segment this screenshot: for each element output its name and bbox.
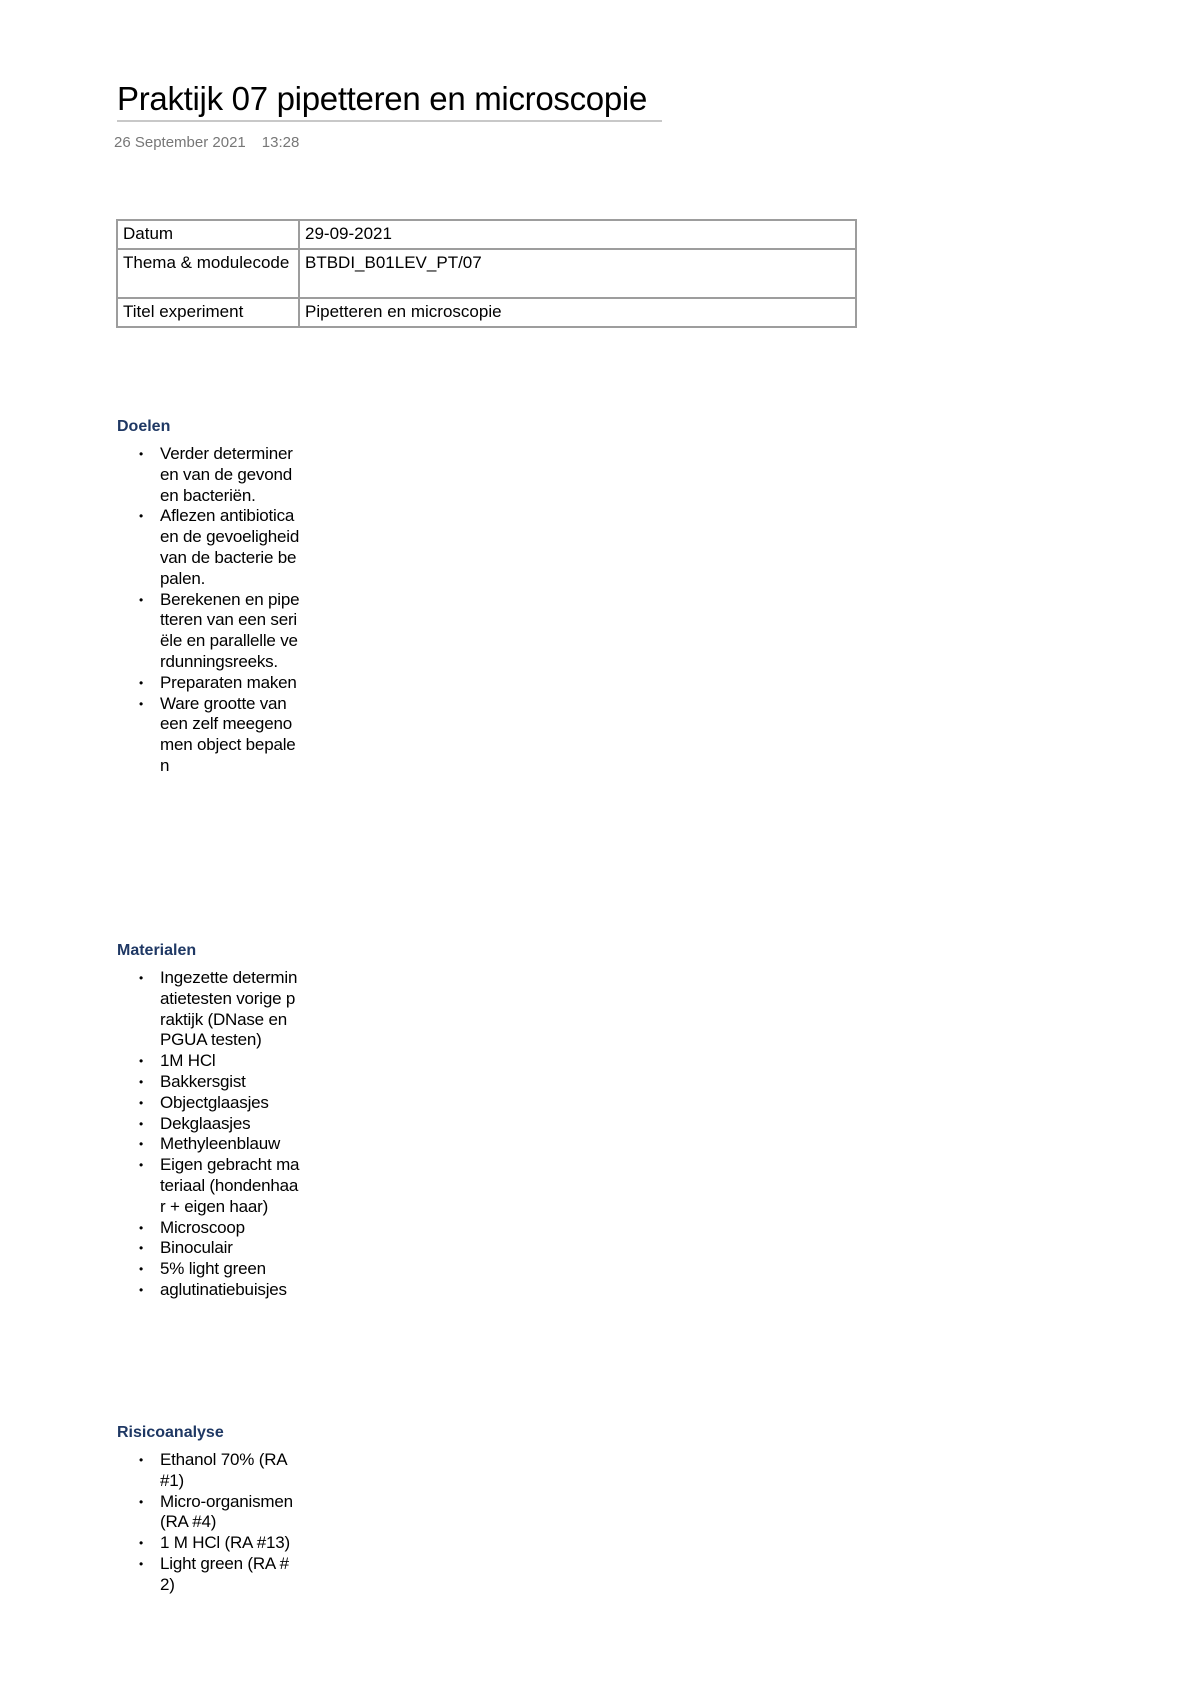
list-item: • Light green (RA #2) bbox=[136, 1554, 300, 1596]
materialen-heading: Materialen bbox=[117, 942, 197, 959]
table-value-cell: 29-09-2021 bbox=[299, 220, 856, 249]
list-item: • Objectglaasjes bbox=[136, 1093, 300, 1114]
list-item: • Methyleenblauw bbox=[136, 1134, 300, 1155]
table-key-cell: Datum bbox=[117, 220, 299, 249]
page-date: 26 September 2021 bbox=[114, 134, 246, 151]
list-item: • Preparaten maken bbox=[136, 673, 300, 694]
list-item: • Micro-organismen (RA #4) bbox=[136, 1492, 300, 1534]
list-item: • Ware grootte van een zelf meegenomen object bepalen bbox=[136, 694, 300, 777]
table-key-cell: Thema & modulecode bbox=[117, 249, 299, 298]
list-item: • 5% light green bbox=[136, 1259, 300, 1280]
page-title: Praktijk 07 pipetteren en microscopie bbox=[117, 80, 648, 117]
list-item: • Ingezette determinatietesten vorige praktijk (DNase en PGUA testen) bbox=[136, 968, 300, 1051]
list-item: • Microscoop bbox=[136, 1218, 300, 1239]
list-item: • Binoculair bbox=[136, 1238, 300, 1259]
list-item: • Berekenen en pipetteren van een seriële en parallelle verdunningsreeks. bbox=[136, 590, 300, 673]
table-value-cell: BTBDI_B01LEV_PT/07 bbox=[299, 249, 856, 298]
page-timestamp bbox=[114, 134, 299, 151]
list-item: • 1M HCl bbox=[136, 1051, 300, 1072]
list-item: • 1 M HCl (RA #13) bbox=[136, 1533, 300, 1554]
page-time: 13:28 bbox=[261, 134, 300, 151]
table-row bbox=[117, 249, 856, 298]
table-key-cell: Titel experiment bbox=[117, 298, 299, 327]
list-item: • Verder determineren van de gevonden bacteriën. bbox=[136, 444, 300, 506]
risicoanalyse-list bbox=[136, 1450, 300, 1596]
doelen-heading: Doelen bbox=[117, 418, 171, 435]
table-row bbox=[117, 298, 856, 327]
list-item: • Bakkersgist bbox=[136, 1072, 300, 1093]
list-item: • Aflezen antibiotica en de gevoeligheid van de bacterie bepalen. bbox=[136, 506, 300, 589]
doelen-list bbox=[136, 444, 300, 777]
materialen-list bbox=[136, 968, 300, 1301]
risicoanalyse-heading: Risicoanalyse bbox=[117, 1424, 224, 1441]
table-value-cell: Pipetteren en microscopie bbox=[299, 298, 856, 327]
list-item: • Dekglaasjes bbox=[136, 1114, 300, 1135]
title-underline bbox=[117, 120, 662, 122]
list-item: • Ethanol 70% (RA #1) bbox=[136, 1450, 300, 1492]
list-item: • aglutinatiebuisjes bbox=[136, 1280, 300, 1301]
experiment-info-table bbox=[116, 219, 857, 328]
list-item: • Eigen gebracht materiaal (hondenhaar + eigen haar) bbox=[136, 1155, 300, 1217]
table-row bbox=[117, 220, 856, 249]
